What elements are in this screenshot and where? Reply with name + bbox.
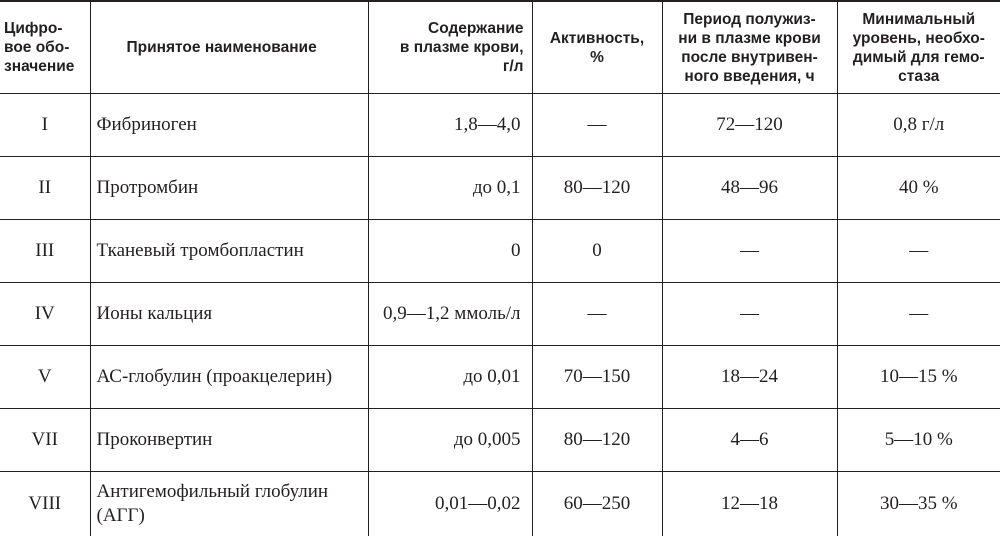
cell-min-level: 0,8 г/л bbox=[837, 94, 1000, 157]
cell-half-life: 4—6 bbox=[662, 409, 837, 472]
cell-code: VIII bbox=[0, 472, 90, 536]
cell-min-level: 40 % bbox=[837, 157, 1000, 220]
cell-half-life: 18—24 bbox=[662, 346, 837, 409]
cell-code: V bbox=[0, 346, 90, 409]
cell-min-level: — bbox=[837, 220, 1000, 283]
cell-plasma-content: до 0,01 bbox=[368, 346, 532, 409]
table-row bbox=[0, 346, 1000, 409]
cell-plasma-content: до 0,1 bbox=[368, 157, 532, 220]
cell-name: Протромбин bbox=[90, 157, 368, 220]
cell-activity: 0 bbox=[532, 220, 662, 283]
cell-activity: — bbox=[532, 94, 662, 157]
cell-half-life: 72—120 bbox=[662, 94, 837, 157]
cell-name: Проконвертин bbox=[90, 409, 368, 472]
cell-activity: 80—120 bbox=[532, 409, 662, 472]
cell-name: Фибриноген bbox=[90, 94, 368, 157]
cell-plasma-content: 0,9—1,2 ммоль/л bbox=[368, 283, 532, 346]
header-name: Принятое наименование bbox=[90, 1, 368, 94]
cell-code: III bbox=[0, 220, 90, 283]
table-row bbox=[0, 94, 1000, 157]
header-code: Цифро- вое обо- значение bbox=[0, 1, 90, 94]
cell-plasma-content: 1,8—4,0 bbox=[368, 94, 532, 157]
table-header-row bbox=[0, 1, 1000, 94]
header-min-level: Минимальный уровень, необхо- димый для гемо- стаза bbox=[837, 1, 1000, 94]
header-half-life: Период полужиз- ни в плазме крови после внутривен- ного введения, ч bbox=[662, 1, 837, 94]
cell-activity: 70—150 bbox=[532, 346, 662, 409]
cell-half-life: 48—96 bbox=[662, 157, 837, 220]
cell-code: VII bbox=[0, 409, 90, 472]
header-activity: Активность, % bbox=[532, 1, 662, 94]
cell-name: Ионы кальция bbox=[90, 283, 368, 346]
table-row bbox=[0, 157, 1000, 220]
cell-activity: 80—120 bbox=[532, 157, 662, 220]
cell-code: I bbox=[0, 94, 90, 157]
cell-min-level: 30—35 % bbox=[837, 472, 1000, 536]
cell-name: Тканевый тромбопластин bbox=[90, 220, 368, 283]
cell-name: АС-глобулин (проакцелерин) bbox=[90, 346, 368, 409]
table-row bbox=[0, 283, 1000, 346]
cell-code: IV bbox=[0, 283, 90, 346]
cell-activity: — bbox=[532, 283, 662, 346]
cell-half-life: — bbox=[662, 283, 837, 346]
table-row bbox=[0, 472, 1000, 536]
table-row bbox=[0, 409, 1000, 472]
cell-min-level: 10—15 % bbox=[837, 346, 1000, 409]
cell-half-life: 12—18 bbox=[662, 472, 837, 536]
cell-plasma-content: до 0,005 bbox=[368, 409, 532, 472]
cell-min-level: 5—10 % bbox=[837, 409, 1000, 472]
table-row bbox=[0, 220, 1000, 283]
cell-half-life: — bbox=[662, 220, 837, 283]
cell-name: Антигемофильный глобулин (АГГ) bbox=[90, 472, 368, 536]
cell-activity: 60—250 bbox=[532, 472, 662, 536]
cell-code: II bbox=[0, 157, 90, 220]
cell-min-level: — bbox=[837, 283, 1000, 346]
cell-plasma-content: 0 bbox=[368, 220, 532, 283]
header-plasma-content: Содержание в плазме крови, г/л bbox=[368, 1, 532, 94]
cell-plasma-content: 0,01—0,02 bbox=[368, 472, 532, 536]
